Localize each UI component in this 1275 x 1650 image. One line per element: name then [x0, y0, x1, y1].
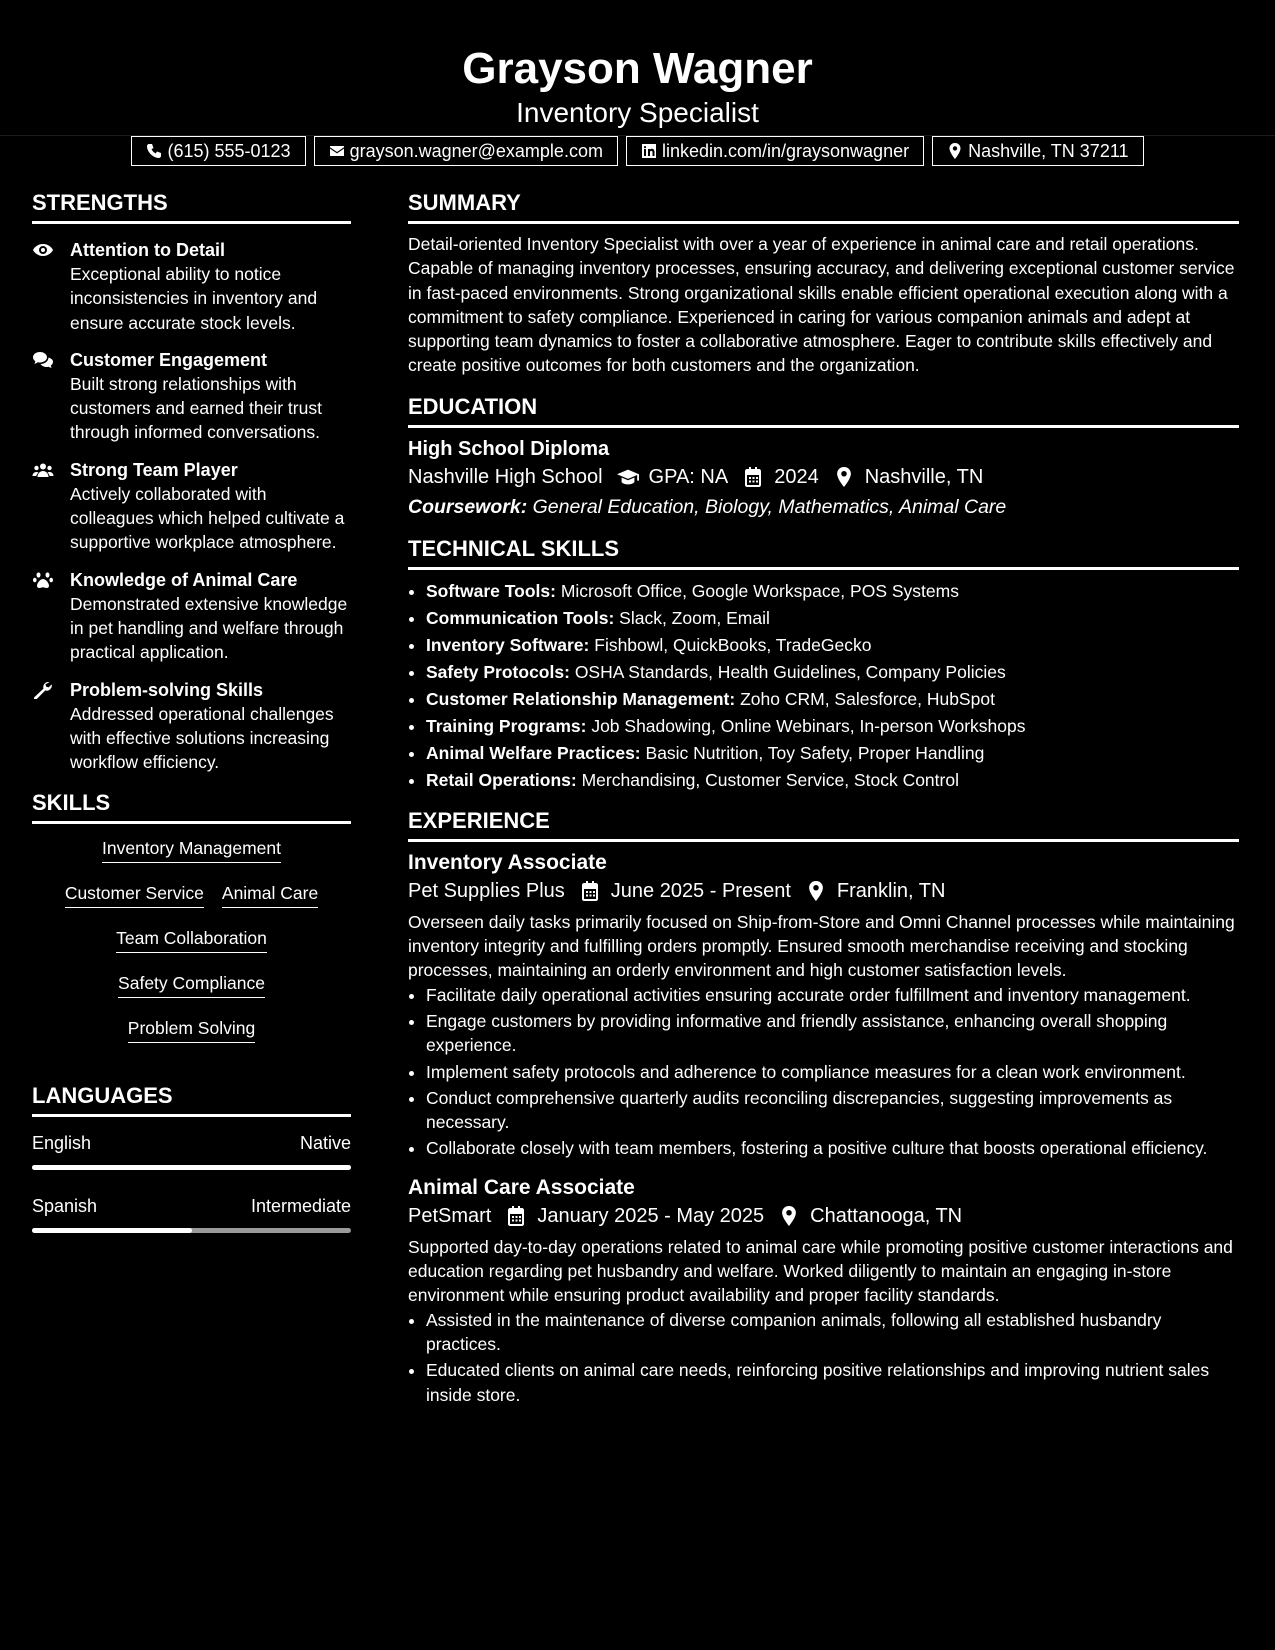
- map-pin-icon: [833, 467, 855, 487]
- graduation-cap-icon: [617, 467, 639, 487]
- linkedin-icon: [641, 143, 657, 159]
- tech-skill-value: Job Shadowing, Online Webinars, In-person Workshops: [591, 715, 1026, 736]
- job-title: Inventory Specialist: [516, 97, 759, 128]
- tech-skill-item: [426, 605, 1239, 632]
- tech-skill-item: [426, 578, 1239, 605]
- tech-skill-value: Slack, Zoom, Email: [619, 607, 770, 628]
- strength-desc: Exceptional ability to notice inconsistencies in inventory and ensure accurate stock levels.: [70, 264, 318, 333]
- paw-icon: [32, 571, 54, 589]
- calendar-icon: [505, 1206, 527, 1226]
- strength-title: Customer Engagement: [70, 349, 268, 370]
- tech-skill-label: Training Programs:: [426, 715, 587, 736]
- coursework: [408, 492, 1239, 522]
- language-level: Native: [299, 1133, 351, 1154]
- calendar-icon: [742, 467, 764, 487]
- strengths-list: [32, 232, 351, 774]
- skills-heading: SKILLS: [32, 790, 351, 824]
- linkedin-text: linkedin.com/in/graysonwagner: [661, 140, 910, 161]
- job-bullets: [408, 983, 1239, 1161]
- tech-skill-value: Basic Nutrition, Toy Safety, Proper Handling: [645, 742, 985, 763]
- tech-skill-item: [426, 767, 1239, 794]
- tech-skill-value: Merchandising, Customer Service, Stock Control: [581, 769, 959, 790]
- job-location: Franklin, TN: [836, 879, 946, 902]
- job-bullet: • Collaborate closely with team members, fostering a positive culture that boosts operational efficiency.: [426, 1136, 1239, 1160]
- strength-item: [32, 348, 351, 445]
- tech-skill-label: Retail Operations:: [426, 769, 577, 790]
- contact-email[interactable]: [314, 136, 618, 166]
- coursework-label: Coursework:: [408, 495, 528, 518]
- education-meta: [408, 462, 1239, 492]
- education-heading: EDUCATION: [408, 394, 1239, 428]
- job-dates: January 2025 - May 2025: [537, 1204, 765, 1227]
- skill-tag: Customer Service: [65, 881, 204, 908]
- tech-skill-label: Software Tools:: [426, 580, 556, 601]
- contact-linkedin[interactable]: [626, 136, 924, 166]
- tech-skill-item: [426, 659, 1239, 686]
- location-text: Nashville, TN 37211: [968, 140, 1129, 161]
- proficiency-fill: [32, 1165, 351, 1170]
- job-meta: [408, 1201, 1239, 1231]
- job-location: Chattanooga, TN: [810, 1204, 963, 1227]
- strength-title: Problem-solving Skills: [70, 679, 264, 700]
- strength-desc: Built strong relationships with customers and earned their trust through informed conversations.: [70, 373, 322, 443]
- technical-skills-heading: TECHNICAL SKILLS: [408, 536, 1239, 570]
- strength-item: [32, 678, 351, 775]
- tech-skill-label: Safety Protocols:: [426, 661, 570, 682]
- tech-skill-value: Fishbowl, QuickBooks, TradeGecko: [594, 634, 872, 655]
- tech-skill-value: Microsoft Office, Google Workspace, POS Systems: [560, 580, 959, 601]
- strength-desc: Actively collaborated with colleagues which helped cultivate a supportive workplace atmosphere.: [70, 483, 345, 553]
- gpa: GPA: NA: [648, 465, 729, 488]
- language-name: English: [32, 1133, 92, 1154]
- school-name: Nashville High School: [408, 465, 603, 488]
- job-bullet: • Implement safety protocols and adherence to compliance measures for a clean work environment.: [426, 1060, 1239, 1084]
- coursework-list: General Education, Biology, Mathematics, Animal Care: [532, 495, 1007, 518]
- strength-item: [32, 568, 351, 665]
- skill-tag: Animal Care: [222, 881, 318, 908]
- phone-text: (615) 555-0123: [167, 140, 291, 161]
- tech-skill-value: OSHA Standards, Health Guidelines, Company Policies: [574, 661, 1006, 682]
- job-bullets: [408, 1308, 1239, 1407]
- job-bullet: • Facilitate daily operational activities ensuring accurate order fulfillment and inventory management.: [426, 983, 1239, 1007]
- job-bullet: • Educated clients on animal care needs, reinforcing positive relationships and improving nutrient sales inside store.: [426, 1358, 1239, 1407]
- job-bullet: • Assisted in the maintenance of diverse companion animals, following all established husbandry practices.: [426, 1308, 1239, 1357]
- tech-skill-label: Inventory Software:: [426, 634, 590, 655]
- contact-location[interactable]: [932, 136, 1143, 166]
- tech-skill-item: [426, 713, 1239, 740]
- map-pin-icon: [805, 881, 827, 901]
- email-text: grayson.wagner@example.com: [349, 140, 603, 161]
- strengths-heading: STRENGTHS: [32, 190, 351, 224]
- phone-icon: [146, 143, 162, 159]
- job-dates: June 2025 - Present: [610, 879, 791, 902]
- strength-desc: Addressed operational challenges with effective solutions increasing workflow efficiency.: [70, 703, 334, 773]
- tech-skill-value: Zoho CRM, Salesforce, HubSpot: [740, 688, 995, 709]
- job-role: Inventory Associate: [408, 850, 607, 874]
- proficiency-fill: [32, 1228, 192, 1233]
- envelope-icon: [329, 143, 345, 159]
- tech-skill-label: Customer Relationship Management:: [426, 688, 736, 709]
- school-location: Nashville, TN: [864, 465, 984, 488]
- job-description: Supported day-to-day operations related to animal care while promoting positive customer interactions and education regarding pet husbandry and welfare. Worked diligently to maintain an engaging in-store environment while ensuring product availability and proper facility standards.: [408, 1236, 1233, 1306]
- skill-tag: Safety Compliance: [118, 971, 265, 998]
- experience-heading: EXPERIENCE: [408, 808, 1239, 842]
- tech-skill-item: [426, 632, 1239, 659]
- candidate-name: Grayson Wagner: [462, 44, 813, 93]
- language-proficiency-bar: [32, 1228, 351, 1233]
- summary-heading: SUMMARY: [408, 190, 1239, 224]
- resume-header: [0, 0, 1275, 161]
- language-item: [32, 1194, 351, 1233]
- language-item: [32, 1131, 351, 1170]
- skill-tag: Team Collaboration: [116, 926, 267, 953]
- languages-heading: LANGUAGES: [32, 1083, 351, 1117]
- eye-icon: [32, 241, 54, 259]
- summary-text: Detail-oriented Inventory Specialist with over a year of experience in animal care and retail operations. Capable of managing inventory processes, ensuring accuracy, and delivering exceptional customer service in fast-paced environments. Strong organizational skills enable efficient operational execution along with a commitment to safety compliance. Experienced in caring for various companion animals and adept at supporting team dynamics to foster a collaborative atmosphere. Eager to contribute skills effectively and create positive outcomes for both customers and the organization.: [408, 234, 1235, 376]
- skill-tag: Problem Solving: [128, 1016, 255, 1043]
- strength-title: Attention to Detail: [70, 240, 225, 260]
- skills-list: [32, 832, 351, 1061]
- tech-skill-item: [426, 686, 1239, 713]
- tech-skill-label: Communication Tools:: [426, 607, 615, 628]
- technical-skills-list: [408, 578, 1239, 794]
- strength-title: Strong Team Player: [70, 459, 238, 480]
- job-bullet: • Engage customers by providing informative and friendly assistance, enhancing overall shopping experience.: [426, 1009, 1239, 1058]
- map-pin-icon: [778, 1206, 800, 1226]
- job-meta: [408, 876, 1239, 906]
- tech-skill-label: Animal Welfare Practices:: [426, 742, 641, 763]
- strength-item: [32, 238, 351, 335]
- strength-title: Knowledge of Animal Care: [70, 569, 298, 590]
- contact-phone[interactable]: [131, 136, 305, 166]
- skill-tag: Inventory Management: [102, 836, 281, 863]
- left-column: [32, 190, 351, 1233]
- wrench-icon: [32, 681, 54, 699]
- job-description: Overseen daily tasks primarily focused on Ship-from-Store and Omni Channel processes while maintaining inventory integrity and fulfilling orders promptly. Ensured smooth merchandise receiving and stocking processes, maintaining an orderly environment and high customer satisfaction levels.: [408, 911, 1235, 981]
- map-pin-icon: [947, 143, 963, 159]
- job-entry: [408, 850, 1239, 1161]
- contact-bar: [0, 136, 1275, 166]
- job-role: Animal Care Associate: [408, 1175, 635, 1199]
- strength-item: [32, 458, 351, 555]
- company-name: Pet Supplies Plus: [408, 879, 565, 902]
- language-name: Spanish: [32, 1196, 98, 1217]
- users-icon: [32, 461, 54, 479]
- calendar-icon: [579, 881, 601, 901]
- right-column: [408, 190, 1239, 1409]
- language-proficiency-bar: [32, 1165, 351, 1170]
- strength-desc: Demonstrated extensive knowledge in pet handling and welfare through practical application.: [70, 593, 348, 663]
- comments-icon: [32, 351, 54, 369]
- tech-skill-item: [426, 740, 1239, 767]
- graduation-year: 2024: [774, 465, 819, 488]
- job-entry: [408, 1175, 1239, 1407]
- language-level: Intermediate: [250, 1196, 351, 1217]
- degree: High School Diploma: [408, 437, 610, 460]
- company-name: PetSmart: [408, 1204, 492, 1227]
- job-bullet: • Conduct comprehensive quarterly audits reconciling discrepancies, suggesting improvements as necessary.: [426, 1086, 1239, 1135]
